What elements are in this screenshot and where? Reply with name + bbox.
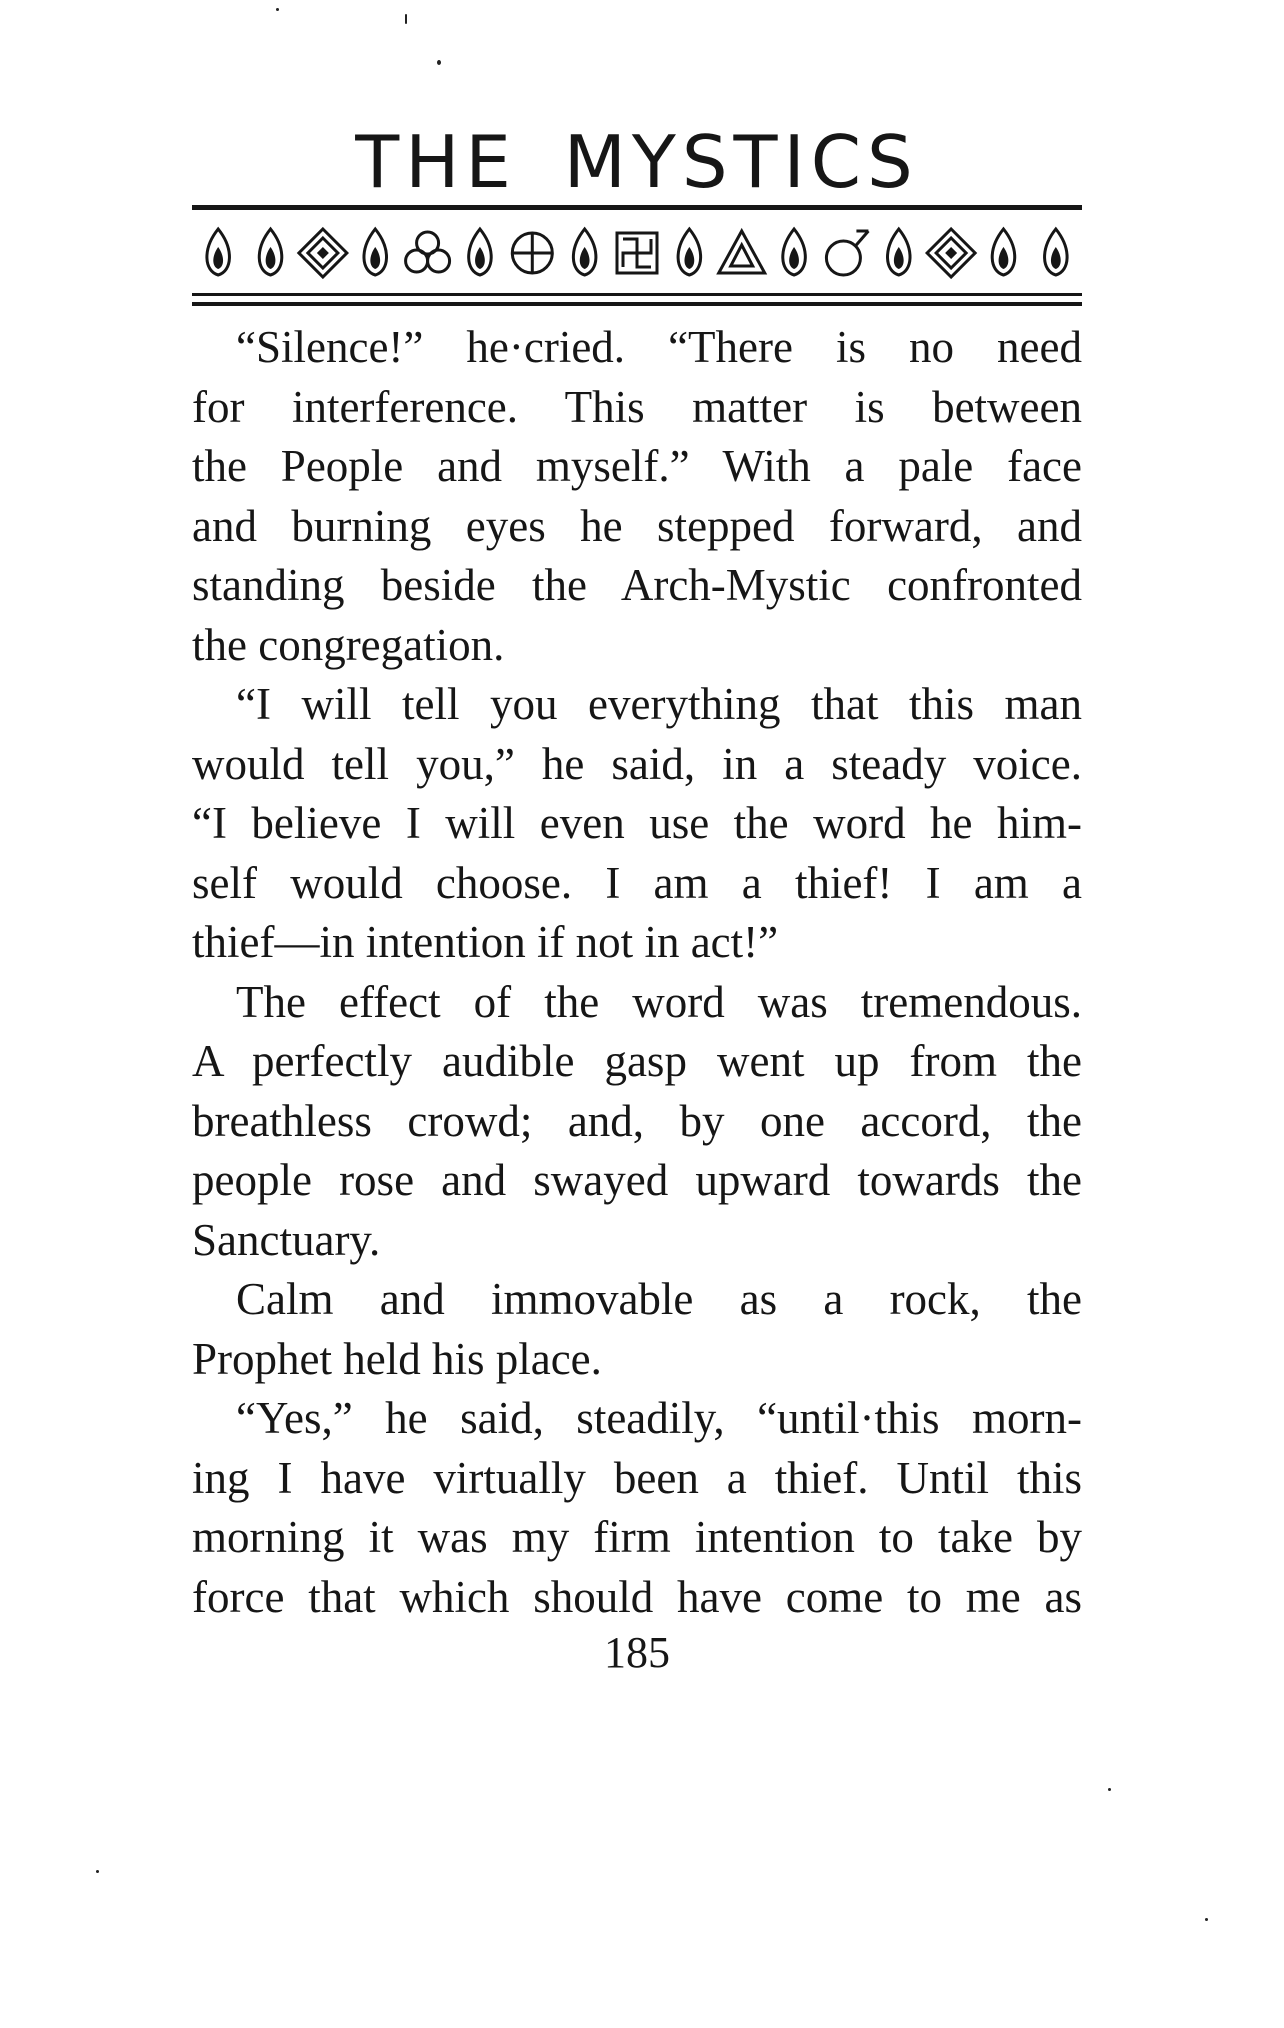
diamond-icon	[299, 229, 347, 277]
text-line: the People and myself.” With a pale face	[192, 441, 1082, 491]
page-number: 185	[604, 1628, 670, 1677]
mars-icon	[826, 231, 868, 275]
header-rule-top	[192, 205, 1082, 210]
flame-icon	[992, 229, 1015, 275]
text-line: force that which should have come to me as	[192, 1571, 1082, 1622]
scan-speck	[405, 14, 407, 24]
text-line: Sanctuary.	[192, 1214, 381, 1265]
text-line: would tell you,” he said, in a steady voice.	[192, 738, 1082, 789]
text-line: thief—in intention if not in act!”	[192, 917, 779, 967]
text-line: morning it was my firm intention to take by	[192, 1512, 1082, 1562]
body-text	[192, 318, 1082, 1627]
flame-icon	[573, 229, 596, 275]
ornament-svg	[192, 222, 1082, 284]
ornament-band	[192, 222, 1082, 284]
scan-speck	[276, 8, 279, 11]
text-line: Calm and immovable as a rock, the	[236, 1274, 1082, 1324]
scan-speck	[96, 1870, 99, 1873]
text-line: ing I have virtually been a thief. Until this	[192, 1452, 1082, 1503]
scan-speck	[1108, 1788, 1111, 1791]
text-line: for interference. This matter is between	[192, 381, 1082, 432]
header-rule-bottom-lower	[192, 302, 1082, 306]
flame-icon	[364, 229, 387, 275]
text-line: “I will tell you everything that this man	[236, 679, 1082, 729]
flame-icon	[1045, 229, 1068, 275]
flame-icon	[888, 229, 911, 275]
shield-diamond-icon	[927, 229, 975, 277]
text-line: The effect of the word was tremendous.	[236, 976, 1082, 1027]
header-rule-bottom-upper	[192, 293, 1082, 296]
circle-cross-icon	[512, 233, 552, 273]
flame-icon	[207, 229, 230, 275]
text-line: A perfectly audible gasp went up from the	[192, 1036, 1082, 1086]
text-line: the congregation.	[192, 619, 505, 670]
text-line: people rose and swayed upward towards the	[192, 1155, 1082, 1205]
flame-icon	[783, 229, 806, 275]
swastika-icon	[617, 233, 657, 273]
text-line: “Silence!” he·cried. “There is no need	[236, 322, 1082, 372]
flame-icon	[259, 229, 282, 275]
text-line: self would choose. I am a thief! I am a	[192, 857, 1082, 908]
text-line: “I believe I will even use the word he him-	[192, 798, 1082, 848]
flame-icon	[469, 229, 492, 275]
text-line: standing beside the Arch-Mystic confronted	[192, 560, 1082, 610]
trefoil-icon	[406, 232, 450, 272]
scan-speck	[1205, 1918, 1208, 1921]
text-line: breathless crowd; and, by one accord, the	[192, 1095, 1082, 1146]
running-head: THE MYSTICS	[355, 120, 919, 204]
text-line: “Yes,” he said, steadily, “until·this morn-	[236, 1393, 1082, 1443]
text-line: and burning eyes he stepped forward, and	[192, 500, 1082, 551]
text-line: Prophet held his place.	[192, 1333, 602, 1384]
flame-icon	[678, 229, 701, 275]
triangle-icon	[719, 231, 765, 273]
scan-speck	[437, 60, 441, 65]
